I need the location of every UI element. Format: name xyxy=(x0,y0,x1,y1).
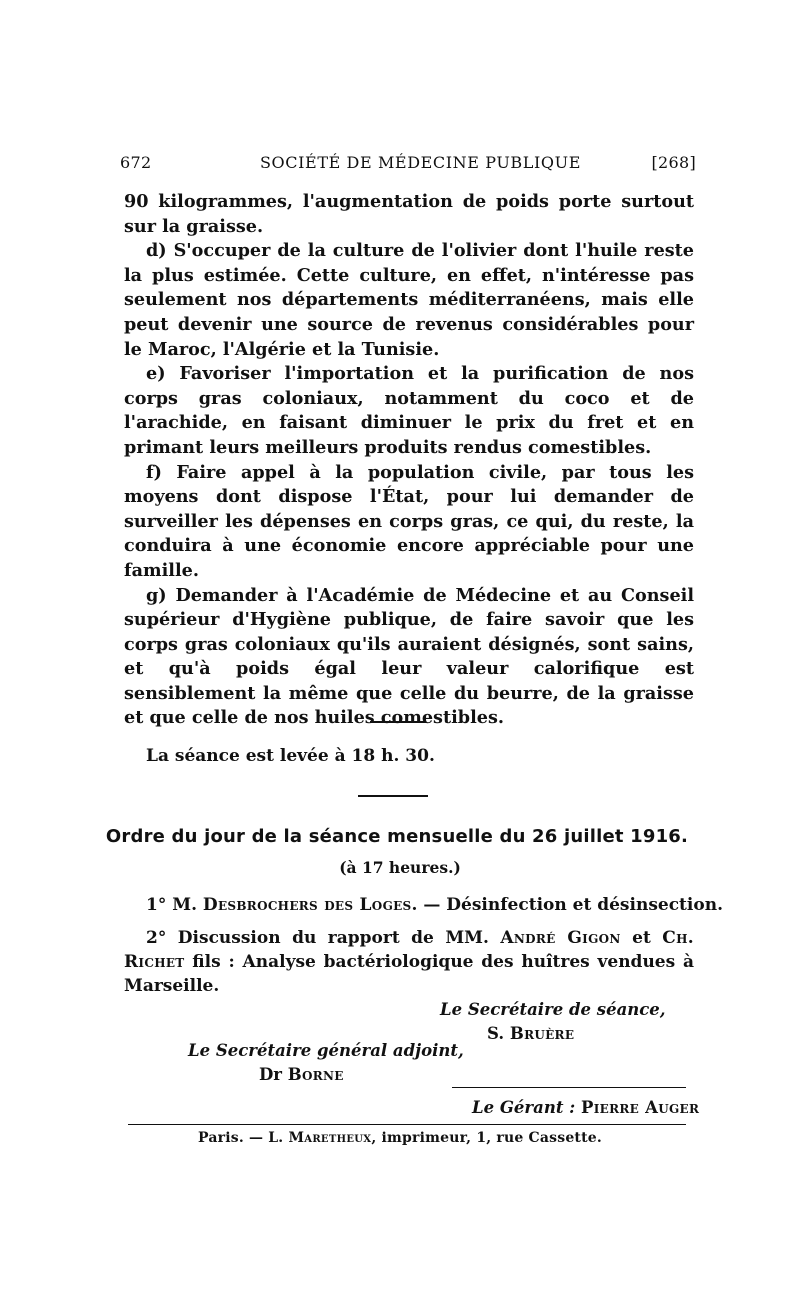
imprint-printer-name: Maretheux xyxy=(288,1130,372,1146)
adjoint-surname: Borne xyxy=(287,1065,344,1084)
adjoint-title: Le Secrétaire général adjoint, xyxy=(188,1041,464,1060)
agenda-time: (à 17 heures.) xyxy=(339,858,461,877)
paragraph-g: g) Demander à l'Académie de Médecine et au Conseil supérieur d'Hygiène publique, de faire savoir que les corps gras coloniaux qu'ils auraient désignés, sont sains, et qu'à poids égal leur valeur calorifique est sensiblement la même que celle du beurre, de la graisse et que celle de nos huiles comestibles. xyxy=(124,584,694,729)
bracket-page-number: [268] xyxy=(651,153,696,172)
secretary-initial: S. xyxy=(487,1024,510,1043)
gerant-line xyxy=(472,1098,699,1117)
agenda-item-1-name: Desbrochers des Loges xyxy=(202,895,412,915)
gerant-rule xyxy=(452,1087,686,1088)
paragraph-d: d) S'occuper de la culture de l'olivier dont l'huile reste la plus estimée. Cette culture, en effet, n'intéresse pas seulement nos départements méditerranéens, mais elle peut devenir une source de revenus considérables pour le Maroc, l'Algérie et la Tunisie. xyxy=(124,240,694,360)
agenda-item-2-name-2: Ch. Richet xyxy=(124,928,694,972)
gerant-title: Le Gérant : xyxy=(472,1098,582,1117)
imprint-address: , imprimeur, 1, rue Cassette. xyxy=(371,1130,602,1146)
adjoint-name xyxy=(259,1065,344,1084)
paragraph-continued: 90 kilogrammes, l'augmentation de poids porte surtout sur la graisse. xyxy=(124,191,694,237)
printer-imprint xyxy=(0,1130,800,1146)
running-header xyxy=(120,153,696,177)
agenda-item-2-name-1: André Gigon xyxy=(500,928,621,948)
agenda-title: Ordre du jour de la séance mensuelle du 26 juillet 1916. xyxy=(105,826,689,847)
agenda-item-2-text: fils : Analyse bactériologique des huîtres vendues à Marseille. xyxy=(124,952,694,996)
running-title: SOCIÉTÉ DE MÉDECINE PUBLIQUE xyxy=(260,153,582,172)
agenda-item-2-conj: et xyxy=(620,928,663,948)
agenda-item-1-text: . — Désinfection et désinsection. xyxy=(411,895,723,915)
agenda-item-2-prefix: 2° Discussion du rapport de MM. xyxy=(146,928,501,948)
agenda-item-2 xyxy=(124,926,694,998)
main-text xyxy=(124,190,694,731)
adjoint-prefix: Dr xyxy=(259,1065,288,1084)
seance-closing-line: La séance est levée à 18 h. 30. xyxy=(146,746,435,766)
section-divider-short xyxy=(370,721,426,723)
secretary-name xyxy=(487,1024,574,1043)
gerant-name: Pierre Auger xyxy=(581,1098,700,1117)
section-divider xyxy=(358,795,428,797)
paragraph-e: e) Favoriser l'importation et la purification de nos corps gras coloniaux, notamment du coco et de l'arachide, en faisant diminuer le prix du fret et en primant leurs meilleurs produits rendus comestibles. xyxy=(124,363,694,458)
agenda-item-1-prefix: 1° M. xyxy=(146,895,203,915)
imprint-start: Paris. — L. xyxy=(198,1130,289,1146)
footer-rule xyxy=(128,1124,686,1125)
secretary-title: Le Secrétaire de séance, xyxy=(440,1000,666,1019)
agenda-item-1 xyxy=(146,895,723,915)
paragraph-f: f) Faire appel à la population civile, par tous les moyens dont dispose l'État, pour lui demander de surveiller les dépenses en corps gras, ce qui, du reste, la conduira à une économie encore appréciable pour une famille. xyxy=(124,461,694,581)
page-number: 672 xyxy=(120,153,152,172)
secretary-surname: Bruère xyxy=(509,1024,575,1043)
